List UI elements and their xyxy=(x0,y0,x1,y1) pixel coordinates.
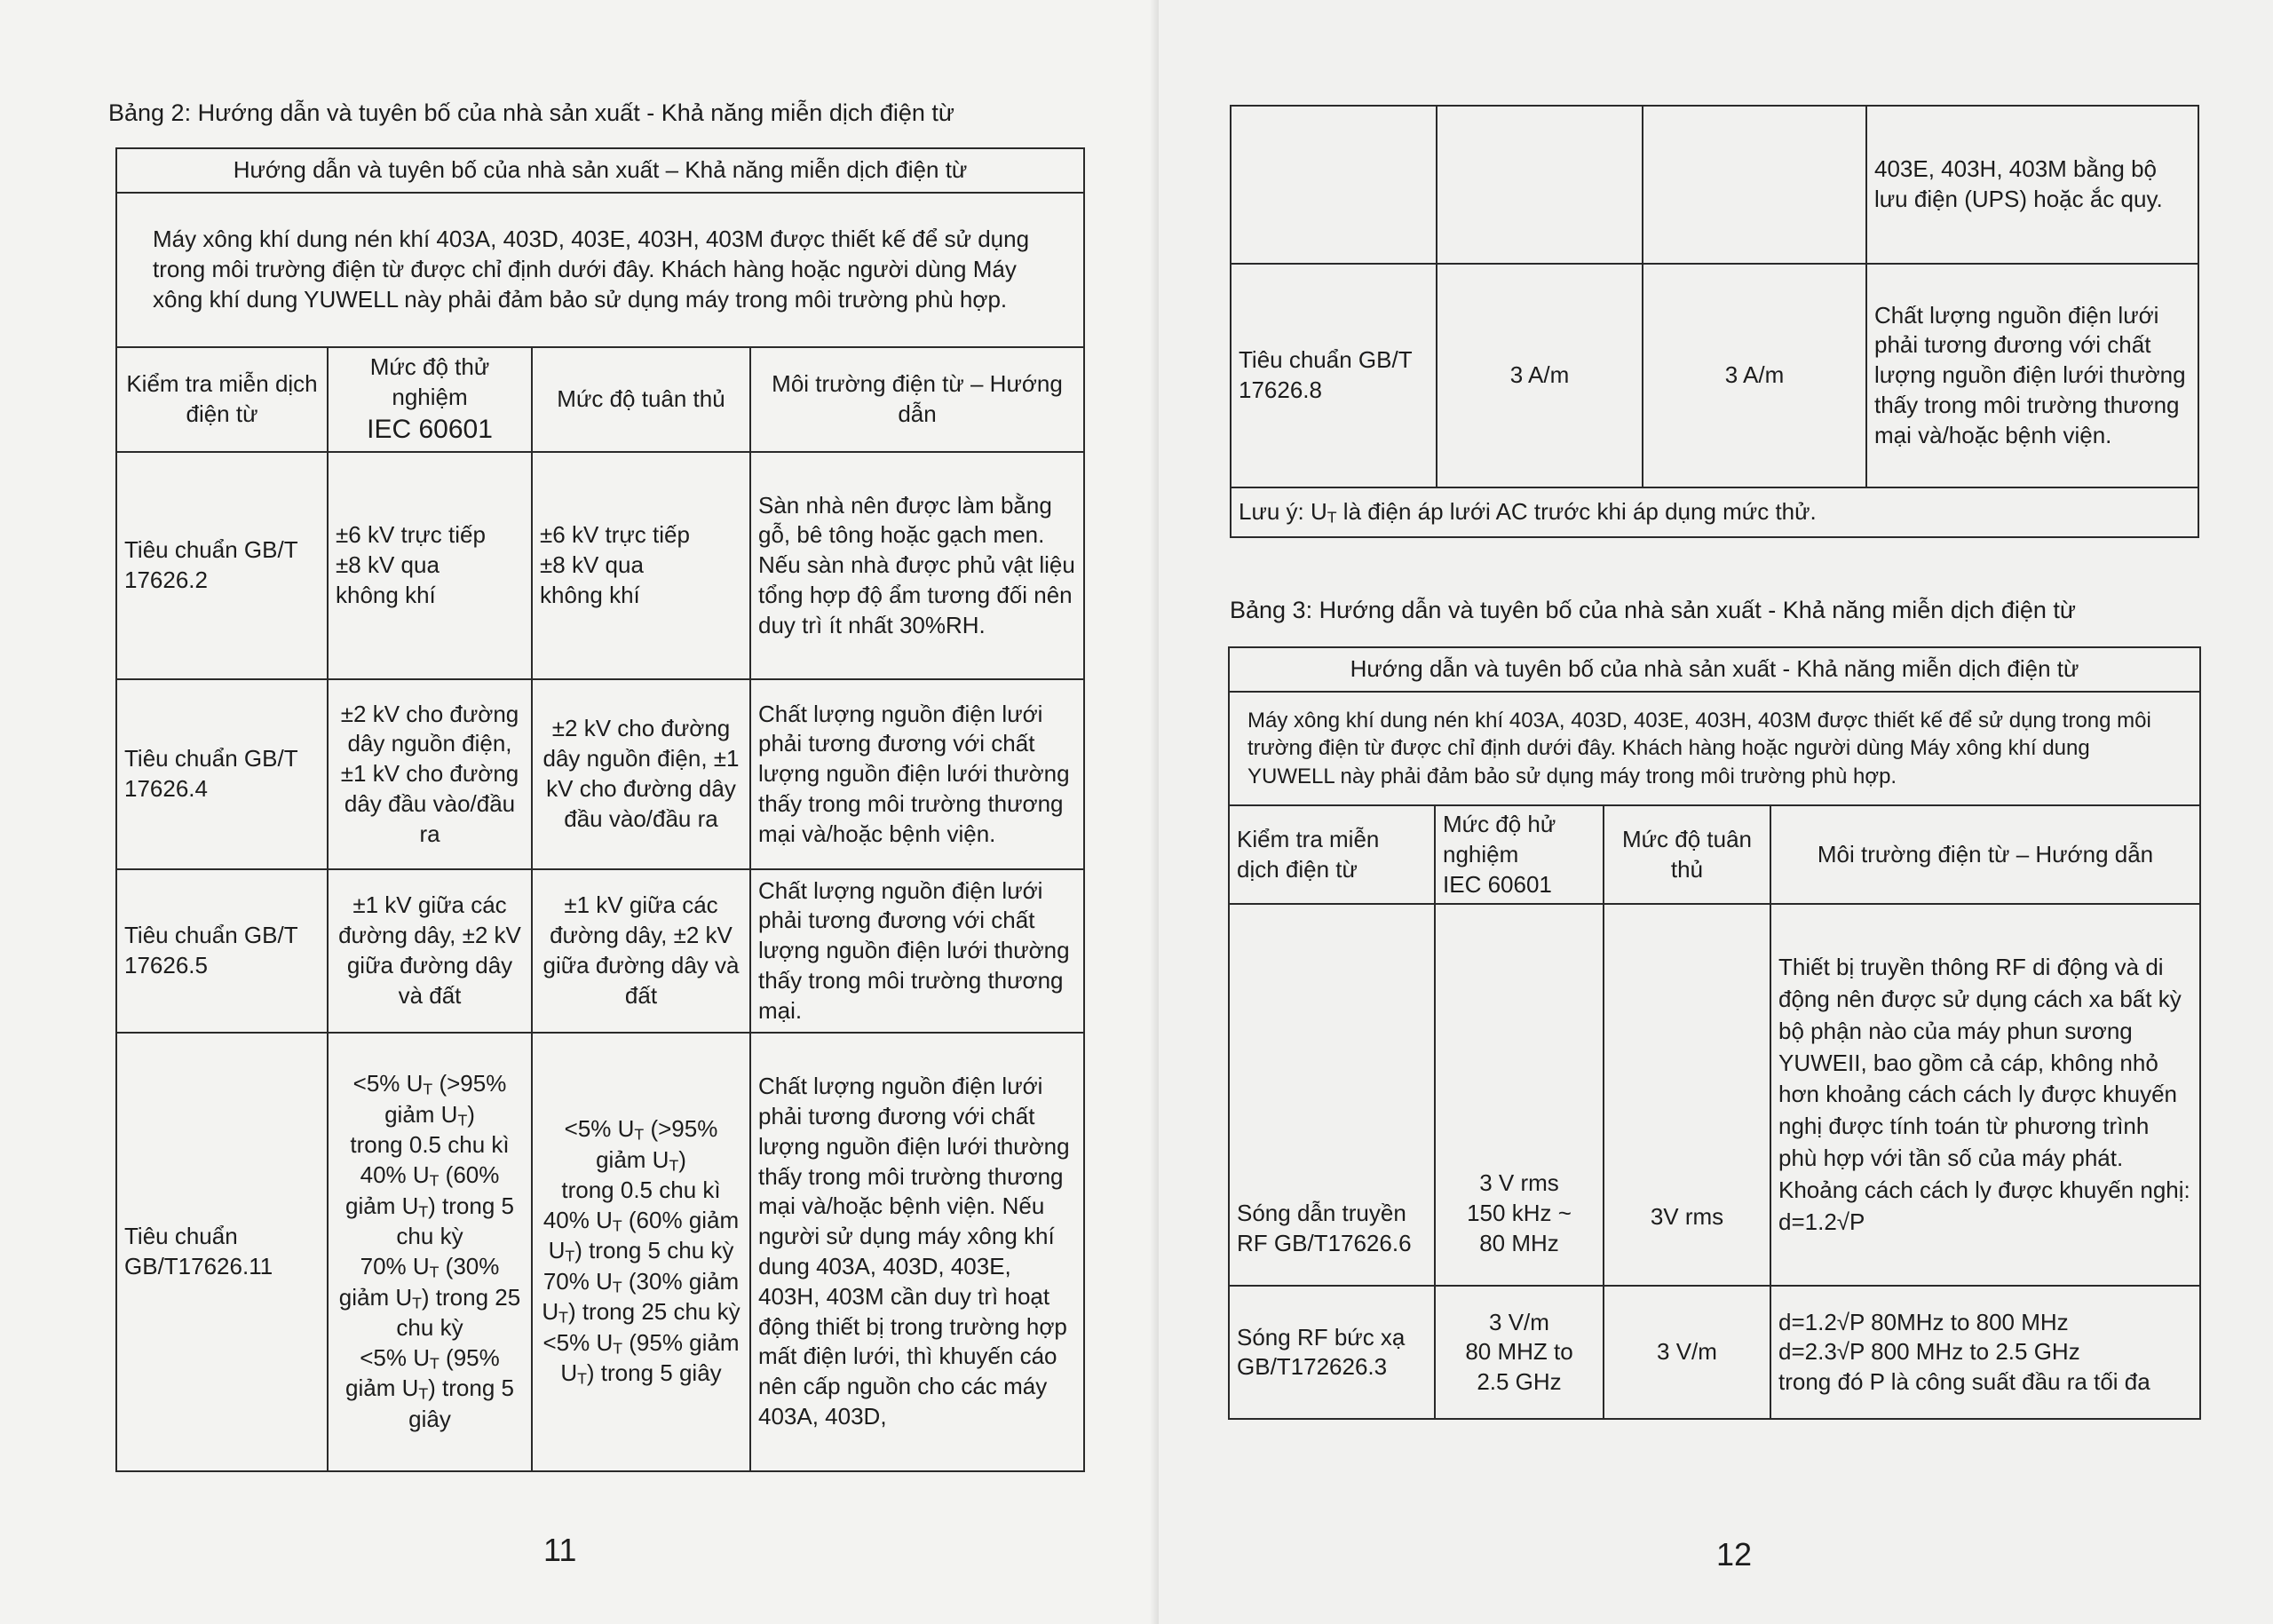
table3-title: Hướng dẫn và tuyên bố của nhà sản xuất - Khả năng miễn dịch điện từ xyxy=(1229,647,2200,692)
level-line: trong 0.5 chu kì xyxy=(561,1176,721,1204)
row-guidance: Chất lượng nguồn điện lưới phải tương đương với chất lượng nguồn điện lưới thường thấy trong môi trường thương mại. xyxy=(750,869,1084,1033)
level-line: 40% $U_T$ (60% giảm $U_T$) trong 5 chu kỳ xyxy=(543,1206,740,1265)
row-test: Tiêu chuẩn GB/T 17626.5 xyxy=(116,869,328,1033)
table2-intro-row xyxy=(116,193,1084,347)
header-level xyxy=(1435,805,1604,904)
row-level: ±2 kV cho đường dây nguồn điện, ±1 kV cho đường dây đầu vào/đầu ra xyxy=(328,679,532,869)
row-test: Tiêu chuẩn GB/T17626.11 xyxy=(116,1033,328,1471)
level-line: 70% $U_T$ (30% giảm $U_T$) trong 25 chu kỳ xyxy=(542,1267,741,1327)
row-compliance xyxy=(532,1033,750,1471)
row-test: Tiêu chuẩn GB/T 17626.4 xyxy=(116,679,328,869)
header-compliance: Mức độ tuân thủ xyxy=(532,347,750,452)
header-guidance: Môi trường điện từ – Hướng dẫn xyxy=(1770,805,2200,904)
row-test: Tiêu chuẩn GB/T 17626.8 xyxy=(1231,264,1437,487)
row-level: ±6 kV trực tiếp ±8 kV qua không khí xyxy=(328,452,532,679)
table2-title-row xyxy=(116,148,1084,193)
header-level-label: Mức độ thử nghiệm xyxy=(369,353,490,410)
row-guidance: Chất lượng nguồn điện lưới phải tương đương với chất lượng nguồn điện lưới thường thấy trong môi trường thương mại và/hoặc bệnh viện. Nếu người sử dụng máy xông khí dung 403A, 403D, 403E, 403H, 403M cần duy trì hoạt động thiết bị trong trường hợp mất điện lưới, thì khuyến cáo nên cấp nguồn cho các máy 403A, 403D, xyxy=(750,1033,1084,1471)
table-row xyxy=(1231,106,2198,264)
row-guidance xyxy=(1770,904,2200,1286)
table3 xyxy=(1228,646,2201,1420)
row-guidance: Sàn nhà nên được làm bằng gỗ, bê tông hoặc gạch men. Nếu sàn nhà được phủ vật liệu tổng hợp độ ẩm tương đối nên duy trì ít nhất 30%RH. xyxy=(750,452,1084,679)
header-level-label: Mức độ hử nghiệm xyxy=(1443,811,1556,867)
table2-intro: Máy xông khí dung nén khí 403A, 403D, 403E, 403H, 403M được thiết kế để sử dụng trong môi trường điện từ được chỉ định dưới đây. Khách hàng hoặc người dùng Máy xông khí dung YUWELL này phải đảm bảo sử dụng máy trong môi trường phù hợp. xyxy=(116,193,1084,347)
level-line: <5% $U_T$ (95% giảm $U_T$) trong 5 giây xyxy=(345,1343,514,1432)
right-page xyxy=(1159,0,2273,1624)
header-test: Kiểm tra miễn dịch điện từ xyxy=(116,347,328,452)
row-compliance: 3 V/m xyxy=(1604,1286,1770,1419)
table-row xyxy=(116,869,1084,1033)
table-row xyxy=(116,1033,1084,1471)
row-guidance xyxy=(1770,1286,2200,1419)
header-level-std: IEC 60601 xyxy=(1443,870,1552,898)
guidance-line: d=1.2√P 80MHz to 800 MHz xyxy=(1778,1308,2069,1335)
empty-cell xyxy=(1231,106,1437,264)
header-level xyxy=(328,347,532,452)
empty-cell xyxy=(1643,106,1866,264)
guidance-line: d=2.3√P 800 MHz to 2.5 GHz xyxy=(1778,1338,2080,1366)
empty-cell xyxy=(1437,106,1643,264)
level-line: <5% $U_T$ (95% giảm $U_T$) trong 5 giây xyxy=(543,1328,740,1388)
guidance-formula: d=1.2√P xyxy=(1778,1208,1865,1235)
table-row xyxy=(116,679,1084,869)
table2-title: Hướng dẫn và tuyên bố của nhà sản xuất – Khả năng miễn dịch điện từ xyxy=(116,148,1084,193)
level-line: trong 0.5 chu kì xyxy=(350,1131,510,1159)
table3-header-row xyxy=(1229,805,2200,904)
note-row xyxy=(1231,487,2198,537)
row-test: Sóng dẫn truyền RF GB/T17626.6 xyxy=(1229,904,1435,1286)
level-line: <5% $U_T$ (>95% giảm $U_T$) xyxy=(564,1115,718,1175)
table2-header-row xyxy=(116,347,1084,452)
page-number: 12 xyxy=(1716,1536,1753,1573)
header-guidance: Môi trường điện từ – Hướng dẫn xyxy=(750,347,1084,452)
table-row xyxy=(1229,904,2200,1286)
level-line: 40% $U_T$ (60% giảm $U_T$) trong 5 chu kỳ xyxy=(345,1161,514,1250)
header-compliance: Mức độ tuân thủ xyxy=(1604,805,1770,904)
row-compliance: 3V rms xyxy=(1604,904,1770,1286)
table-row xyxy=(116,452,1084,679)
row-compliance: ±1 kV giữa các đường dây, ±2 kV giữa đường dây và đất xyxy=(532,869,750,1033)
header-test: Kiểm tra miễn dịch điện từ xyxy=(1229,805,1435,904)
level-line: 70% $U_T$ (30% giảm $U_T$) trong 25 chu kỳ xyxy=(338,1253,521,1342)
table2-caption: Bảng 2: Hướng dẫn và tuyên bố của nhà sản xuất - Khả năng miễn dịch điện từ xyxy=(108,99,954,126)
row-level: 3 V rms 150 kHz ~ 80 MHz xyxy=(1435,904,1604,1286)
table3-title-row xyxy=(1229,647,2200,692)
table-row xyxy=(1229,1286,2200,1419)
page-number: 11 xyxy=(543,1532,577,1568)
table2-continued xyxy=(1230,105,2199,538)
table3-caption: Bảng 3: Hướng dẫn và tuyên bố của nhà sản xuất - Khả năng miễn dịch điện từ xyxy=(1230,597,2076,623)
row-compliance: 3 A/m xyxy=(1643,264,1866,487)
guidance-line: trong đó P là công suất đầu ra tối đa xyxy=(1778,1368,2150,1396)
row-level: ±1 kV giữa các đường dây, ±2 kV giữa đường dây và đất xyxy=(328,869,532,1033)
table3-intro-row xyxy=(1229,692,2200,805)
row-level xyxy=(328,1033,532,1471)
table2 xyxy=(115,147,1085,1472)
row-test: Tiêu chuẩn GB/T 17626.2 xyxy=(116,452,328,679)
row-guidance: Chất lượng nguồn điện lưới phải tương đương với chất lượng nguồn điện lưới thường thấy trong môi trường thương mại và/hoặc bệnh viện. xyxy=(1866,264,2198,487)
guidance-text: Thiết bị truyền thông RF di động và di động nên được sử dụng cách xa bất kỳ bộ phận nào của máy phun sương YUWEII, bao gồm cả cáp, không nhỏ hơn khoảng cách cách ly được khuyến nghị được tính toán từ phương trình phù hợp với tần số của máy phát. Khoảng cách cách ly được khuyến nghị: xyxy=(1778,953,2190,1204)
row-compliance: ±6 kV trực tiếp ±8 kV qua không khí xyxy=(532,452,750,679)
row-guidance: Chất lượng nguồn điện lưới phải tương đương với chất lượng nguồn điện lưới thường thấy trong môi trường thương mại và/hoặc bệnh viện. xyxy=(750,679,1084,869)
row-guidance: 403E, 403H, 403M bằng bộ lưu điện (UPS) hoặc ắc quy. xyxy=(1866,106,2198,264)
row-level: 3 A/m xyxy=(1437,264,1643,487)
row-test: Sóng RF bức xạ GB/T172626.3 xyxy=(1229,1286,1435,1419)
level-line: <5% $U_T$ (>95% giảm $U_T$) xyxy=(352,1070,507,1129)
header-level-std: IEC 60601 xyxy=(367,415,493,445)
row-compliance: ±2 kV cho đường dây nguồn điện, ±1 kV cho đường dây đầu vào/đầu ra xyxy=(532,679,750,869)
table3-intro: Máy xông khí dung nén khí 403A, 403D, 403E, 403H, 403M được thiết kế để sử dụng trong môi trường điện từ được chỉ định dưới đây. Khách hàng hoặc người dùng Máy xông khí dung YUWELL này phải đảm bảo sử dụng máy trong môi trường phù hợp. xyxy=(1229,692,2200,805)
table-row xyxy=(1231,264,2198,487)
row-level: 3 V/m 80 MHZ to 2.5 GHz xyxy=(1435,1286,1604,1419)
table2-note: Lưu ý: $U_T$ là điện áp lưới AC trước khi áp dụng mức thử. xyxy=(1231,487,2198,537)
